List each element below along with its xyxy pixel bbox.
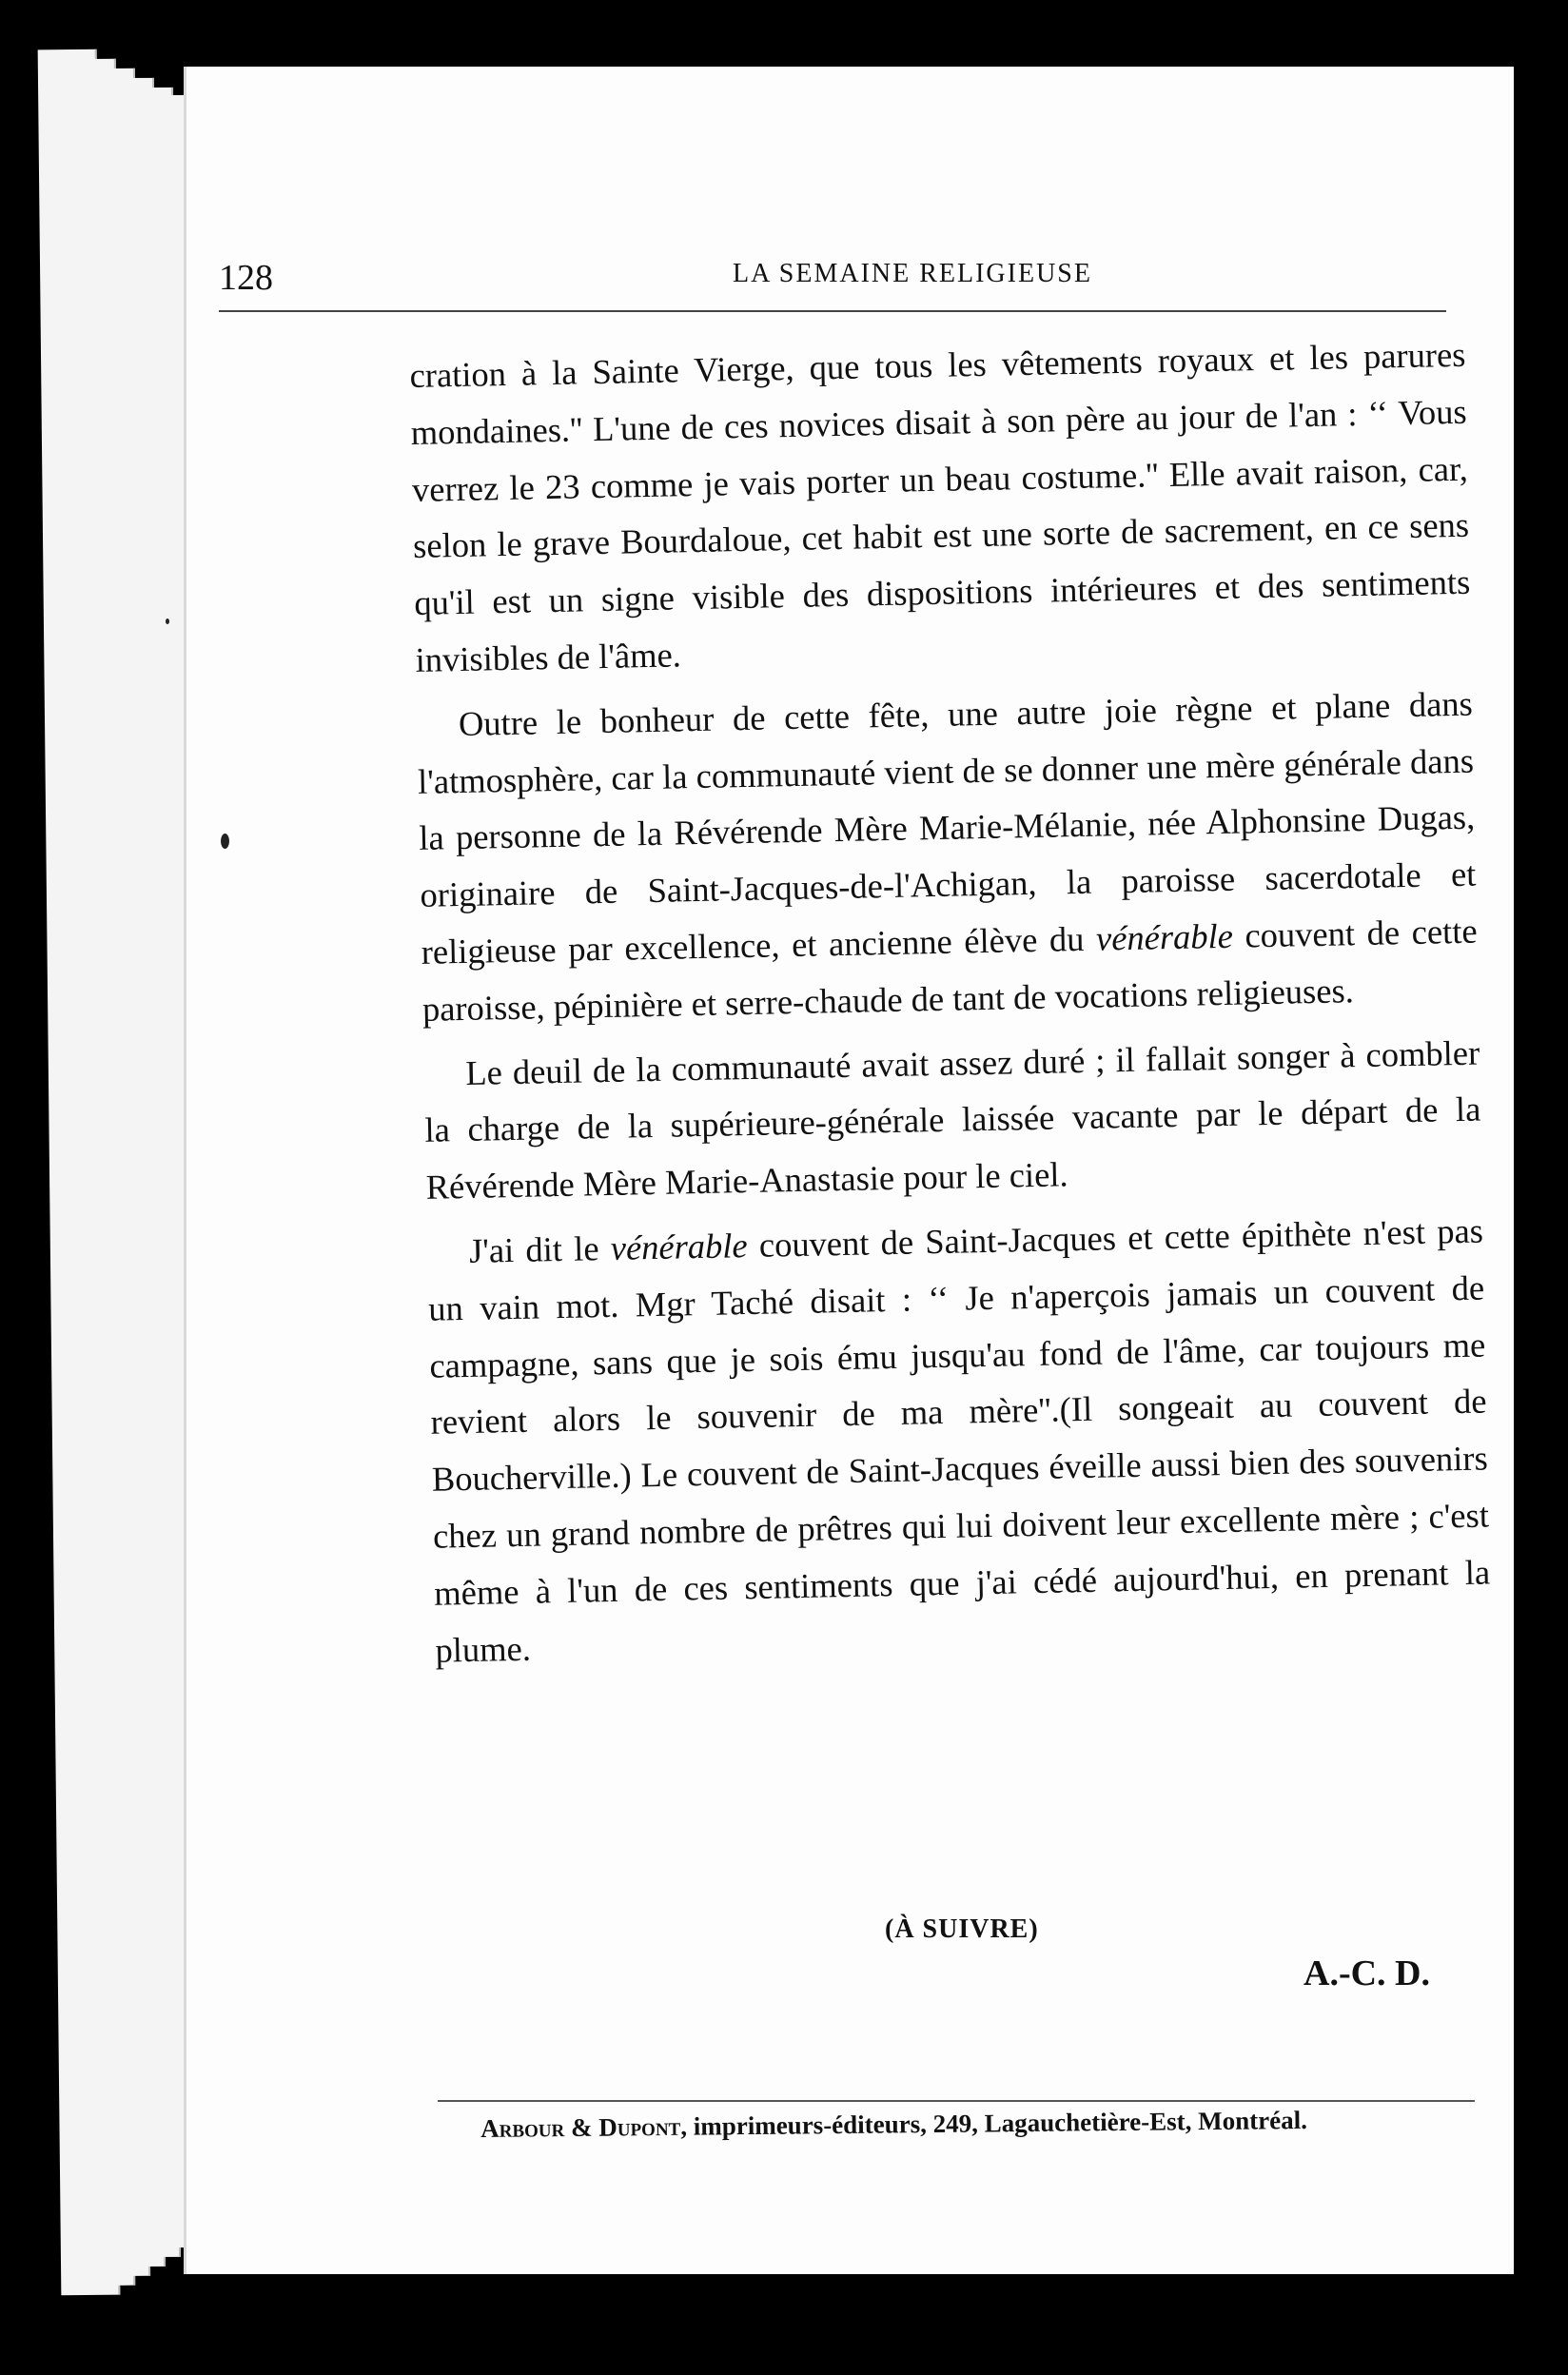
- text-run: couvent de cette paroisse, pépinière et serre-chaude de tant de vocations religieuses.: [421, 911, 1478, 1029]
- article-body: [409, 326, 1492, 1686]
- text-run: Le deuil de la communauté avait assez duré ; il fallait songer à combler la charge de la supérieure-générale laissée vacante par le départ de la Révérende Mère Marie-Anastasie pour le ciel.: [424, 1032, 1481, 1207]
- footer-rule: [438, 2100, 1475, 2102]
- text-run: J'ai dit le: [468, 1227, 612, 1270]
- page-number: 128: [219, 258, 273, 298]
- paragraph: [416, 675, 1479, 1037]
- author-signature: A.-C. D.: [1303, 1953, 1430, 1993]
- running-header: [219, 245, 1446, 303]
- ink-speck: [166, 618, 169, 624]
- printer-details: imprimeurs-éditeurs, 249, Lagauchetière-Est, Montréal.: [686, 2105, 1308, 2141]
- printer-name: Arbour & Dupont,: [480, 2111, 688, 2143]
- text-run: cration à la Sainte Vierge, que tous les vêtements royaux et les parures mondaines.'' L'une de ces novices disait à son père au jour de l'an : ‘‘ Vous verrez le 23 comme je vais porter un beau costume.'' Elle avait raison, car, selon le grave Bourdaloue, cet habit est une sorte de sacrement, en ce sens qu'il est un signe visible des dispositions intérieures et des sentiments invisibles de l'âme.: [409, 334, 1471, 679]
- ink-speck: [221, 834, 229, 849]
- paragraph: [409, 326, 1472, 689]
- paragraph: [426, 1202, 1491, 1678]
- text-run: Outre le bonheur de cette fête, une autre joie règne et plane dans l'atmosphère, car la communauté vient de se donner une mère générale dans la personne de la Révérende Mère Marie-Mélanie, née Alphonsine Dugas, originaire de Saint-Jacques-de-l'Achigan, la paroisse sacerdotale et religieuse par excellence, et ancienne élève du: [417, 683, 1477, 972]
- paragraph: [423, 1024, 1482, 1216]
- to-be-continued: (À SUIVRE): [885, 1914, 1039, 1944]
- running-title: LA SEMAINE RELIGIEUSE: [733, 259, 1092, 288]
- italic-emphasis: vénérable: [610, 1226, 749, 1267]
- italic-emphasis: vénérable: [1095, 915, 1234, 958]
- text-run: couvent de Saint-Jacques et cette épithète n'est pas un vain mot. Mgr Taché disait : ‘‘ Je n'aperçois jamais un couvent de campagne, sans que je sois ému jusqu'au fond de l'âme, car toujours me revient alors le souvenir de ma mère''.(Il songeait au couvent de Boucherville.) Le couvent de Saint-Jacques éveille aussi bien des souvenirs chez un grand nombre de prêtres qui lui doivent leur excellente mère ; c'est même à l'un de ces sentiments que j'ai cédé aujourd'hui, en prenant la plume.: [427, 1210, 1491, 1670]
- header-rule: [219, 310, 1446, 312]
